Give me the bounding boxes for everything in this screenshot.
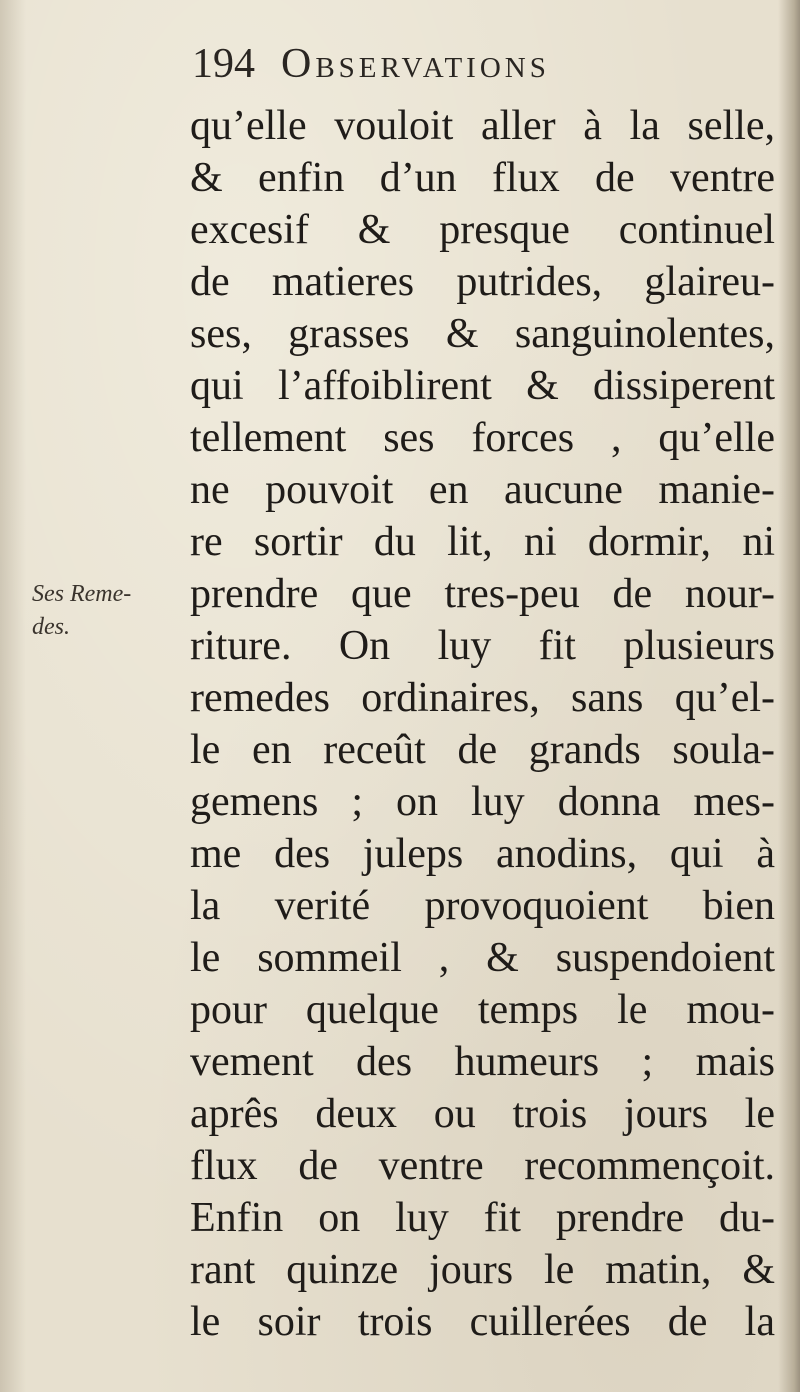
text-line: ses, grasses & sanguinolentes,: [190, 311, 775, 357]
text-line: gemens ; on luy donna mes-: [190, 779, 775, 825]
page-number: 194: [192, 41, 255, 87]
page-header: [192, 40, 550, 100]
text-line: la verité provoquoient bien: [190, 883, 775, 929]
text-line: me des juleps anodins, qui à: [190, 831, 775, 877]
text-line: flux de ventre recommençoit.: [190, 1143, 775, 1189]
text-line: vement des humeurs ; mais: [190, 1039, 775, 1085]
body-text: [190, 100, 775, 1348]
text-line: riture. On luy fit plusieurs: [190, 623, 775, 669]
text-line: qui l’affoiblirent & dissiperent: [190, 363, 775, 409]
text-line: le sommeil , & suspendoient: [190, 935, 775, 981]
text-line: tellement ses forces , qu’elle: [190, 415, 775, 461]
text-line: qu’elle vouloit aller à la selle,: [190, 103, 775, 149]
margin-note-line: Ses Reme-: [32, 581, 132, 607]
text-line: re sortir du lit, ni dormir, ni: [190, 519, 775, 565]
margin-note: [32, 578, 182, 644]
text-line: le en receût de grands soula-: [190, 727, 775, 773]
text-line: Enfin on luy fit prendre du-: [190, 1195, 775, 1241]
gutter-shadow: [0, 0, 26, 1392]
running-title: Observations: [281, 41, 550, 87]
text-line: rant quinze jours le matin, &: [190, 1247, 775, 1293]
text-line: pour quelque temps le mou-: [190, 987, 775, 1033]
text-line: aprês deux ou trois jours le: [190, 1091, 775, 1137]
text-line: remedes ordinaires, sans qu’el-: [190, 675, 775, 721]
text-line: le soir trois cuillerées de la: [190, 1299, 775, 1345]
text-line: ne pouvoit en aucune manie-: [190, 467, 775, 513]
page-edge: [778, 0, 800, 1392]
margin-note-line: des.: [32, 614, 70, 640]
text-line: prendre que tres-peu de nour-: [190, 571, 775, 617]
text-line: & enfin d’un flux de ventre: [190, 155, 775, 201]
text-line: excesif & presque continuel: [190, 207, 775, 253]
text-line: de matieres putrides, glaireu-: [190, 259, 775, 305]
